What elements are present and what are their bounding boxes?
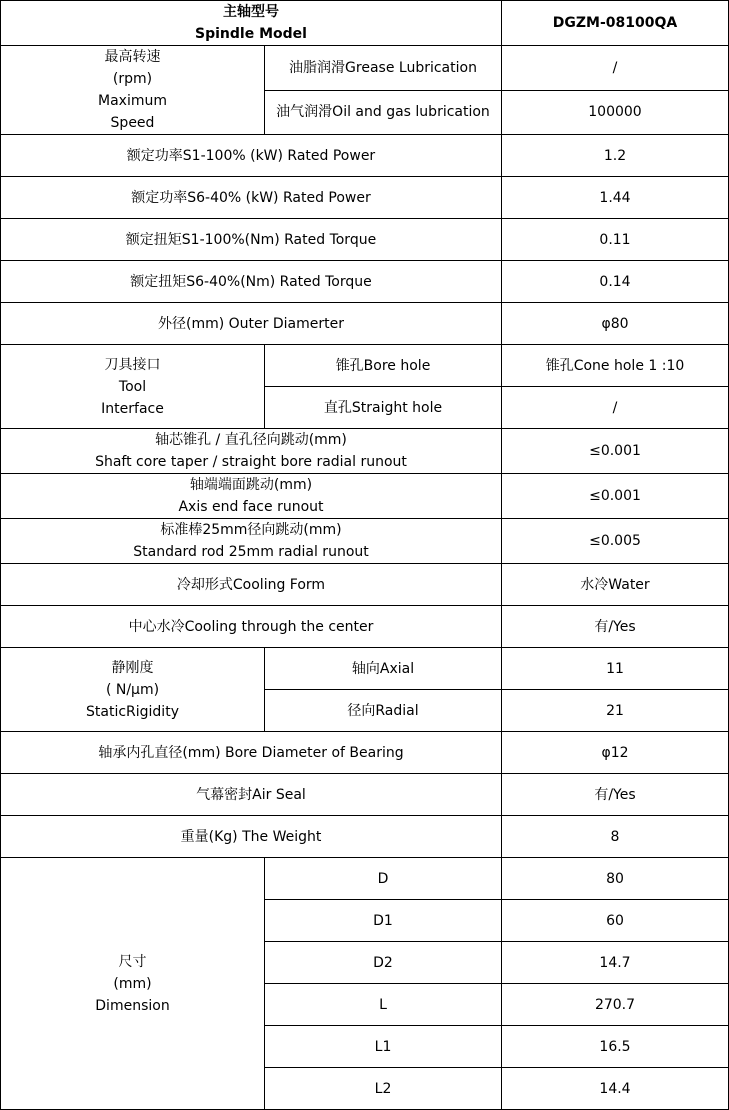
- weight-label: 重量(Kg) The Weight: [1, 816, 502, 858]
- dimension-d1-value: 60: [502, 900, 729, 942]
- dimension-d1-label: D1: [265, 900, 502, 942]
- static-rigidity-axial-row: [1, 648, 729, 690]
- outer-diameter-value: φ80: [502, 303, 729, 345]
- axial-value: 11: [502, 648, 729, 690]
- dimension-l2-label: L2: [265, 1068, 502, 1110]
- tool-interface-label: 刀具接口 Tool Interface: [1, 345, 265, 429]
- standard-rod-runout-value: ≤0.005: [502, 519, 729, 564]
- dimension-l1-value: 16.5: [502, 1026, 729, 1068]
- center-cooling-value: 有/Yes: [502, 606, 729, 648]
- rated-torque-s1-value: 0.11: [502, 219, 729, 261]
- rated-torque-s6-row: [1, 261, 729, 303]
- bearing-bore-value: φ12: [502, 732, 729, 774]
- core-taper-runout-label: 轴芯锥孔 / 直孔径向跳动(mm) Shaft core taper / straight bore radial runout: [1, 429, 502, 474]
- rated-torque-s1-row: [1, 219, 729, 261]
- radial-value: 21: [502, 690, 729, 732]
- rated-torque-s6-value: 0.14: [502, 261, 729, 303]
- bore-hole-value: 锥孔Cone hole 1 :10: [502, 345, 729, 387]
- dimension-l2-value: 14.4: [502, 1068, 729, 1110]
- axial-label: 轴向Axial: [265, 648, 502, 690]
- air-seal-row: [1, 774, 729, 816]
- grease-lubrication-value: /: [502, 46, 729, 91]
- core-taper-runout-row: [1, 429, 729, 474]
- max-speed-label: 最高转速 (rpm) Maximum Speed: [1, 46, 265, 135]
- oil-gas-lubrication-value: 100000: [502, 90, 729, 135]
- dimension-d2-label: D2: [265, 942, 502, 984]
- static-rigidity-label: 静刚度 ( N/μm) StaticRigidity: [1, 648, 265, 732]
- axis-end-runout-value: ≤0.001: [502, 474, 729, 519]
- standard-rod-runout-label: 标准棒25mm径向跳动(mm) Standard rod 25mm radial runout: [1, 519, 502, 564]
- rated-power-s1-value: 1.2: [502, 135, 729, 177]
- oil-gas-lubrication-label: 油气润滑Oil and gas lubrication: [265, 90, 502, 135]
- dimension-d-value: 80: [502, 858, 729, 900]
- radial-label: 径向Radial: [265, 690, 502, 732]
- weight-row: [1, 816, 729, 858]
- weight-value: 8: [502, 816, 729, 858]
- rated-power-s1-row: [1, 135, 729, 177]
- axis-end-runout-row: [1, 474, 729, 519]
- header-row: [1, 1, 729, 46]
- rated-power-s6-value: 1.44: [502, 177, 729, 219]
- rated-power-s6-label: 额定功率S6-40% (kW) Rated Power: [1, 177, 502, 219]
- dimension-row: [1, 858, 729, 900]
- spindle-model-label: 主轴型号 Spindle Model: [1, 1, 502, 46]
- dimension-d2-value: 14.7: [502, 942, 729, 984]
- tool-interface-bore-row: [1, 345, 729, 387]
- core-taper-runout-value: ≤0.001: [502, 429, 729, 474]
- axis-end-runout-label: 轴端端面跳动(mm) Axis end face runout: [1, 474, 502, 519]
- rated-power-s6-row: [1, 177, 729, 219]
- cooling-form-label: 冷却形式Cooling Form: [1, 564, 502, 606]
- grease-lubrication-label: 油脂润滑Grease Lubrication: [265, 46, 502, 91]
- outer-diameter-row: [1, 303, 729, 345]
- dimension-l-value: 270.7: [502, 984, 729, 1026]
- rated-power-s1-label: 额定功率S1-100% (kW) Rated Power: [1, 135, 502, 177]
- dimension-d-label: D: [265, 858, 502, 900]
- max-speed-grease-row: [1, 46, 729, 91]
- air-seal-value: 有/Yes: [502, 774, 729, 816]
- cooling-form-row: [1, 564, 729, 606]
- outer-diameter-label: 外径(mm) Outer Diamerter: [1, 303, 502, 345]
- rated-torque-s1-label: 额定扭矩S1-100%(Nm) Rated Torque: [1, 219, 502, 261]
- rated-torque-s6-label: 额定扭矩S6-40%(Nm) Rated Torque: [1, 261, 502, 303]
- bearing-bore-row: [1, 732, 729, 774]
- center-cooling-label: 中心水冷Cooling through the center: [1, 606, 502, 648]
- center-cooling-row: [1, 606, 729, 648]
- bearing-bore-label: 轴承内孔直径(mm) Bore Diameter of Bearing: [1, 732, 502, 774]
- straight-hole-label: 直孔Straight hole: [265, 387, 502, 429]
- straight-hole-value: /: [502, 387, 729, 429]
- dimension-l1-label: L1: [265, 1026, 502, 1068]
- dimension-label: 尺寸 (mm) Dimension: [1, 858, 265, 1110]
- standard-rod-runout-row: [1, 519, 729, 564]
- air-seal-label: 气幕密封Air Seal: [1, 774, 502, 816]
- dimension-l-label: L: [265, 984, 502, 1026]
- cooling-form-value: 水冷Water: [502, 564, 729, 606]
- spindle-model-value: DGZM-08100QA: [502, 1, 729, 46]
- bore-hole-label: 锥孔Bore hole: [265, 345, 502, 387]
